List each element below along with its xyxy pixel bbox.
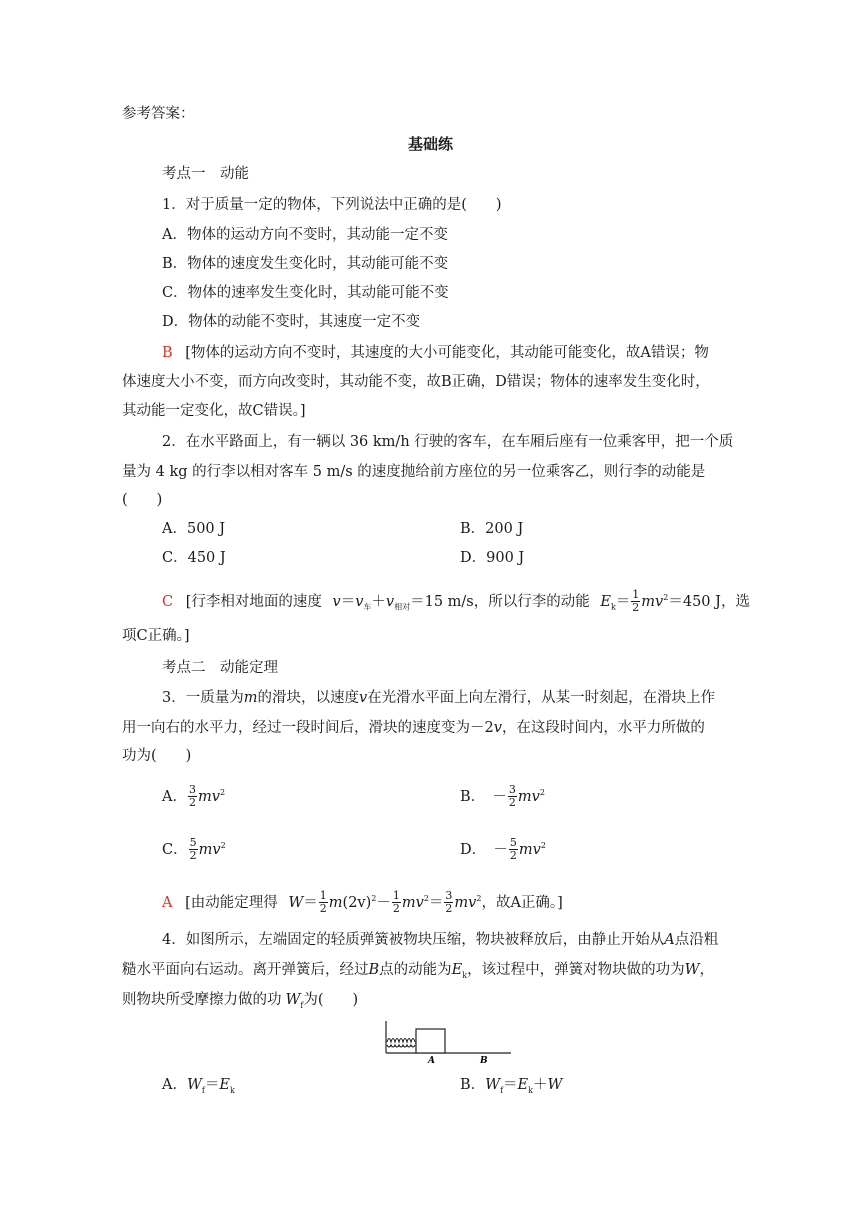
q3-opt-d-frac <box>509 837 518 862</box>
q2-plus: ＋ <box>371 593 386 610</box>
q3-opt-d-sq: 2 <box>540 841 546 850</box>
q2-var-v: v <box>332 593 341 610</box>
q3-explanation <box>162 889 563 915</box>
q4-point-A: A <box>664 932 675 948</box>
q1-explanation-1: [物体的运动方向不变时，其速度的大小可能变化，其动能可能变化，故A错误；物 <box>185 345 709 361</box>
q3-answer: A <box>162 894 173 911</box>
q2-option-d: D．900 J <box>460 550 525 566</box>
q4-opt-b-eq: ＝ <box>503 1077 518 1093</box>
q2-var-v2: v <box>385 593 395 610</box>
q1-answer: B <box>162 345 173 361</box>
q3-frac-1 <box>319 890 328 915</box>
q3-stem-line-3: 功为( ) <box>122 748 192 764</box>
q3-eq: ＝ <box>303 894 318 911</box>
q1-explanation-line-3: 其动能一定变化，故C错误。] <box>122 403 306 419</box>
q3-option-a <box>162 783 225 809</box>
q4-sub-k: k <box>462 970 468 980</box>
q4-var-E: E <box>451 962 463 978</box>
q2-stem-line-2: 量为 4 kg 的行李以相对客车 5 m/s 的速度抛给前方座位的另一位乘客乙，则行李的动能是 <box>122 464 706 480</box>
q3-option-b <box>460 783 545 809</box>
q3-stem2-a: 用一向右的水平力，经过一段时间后，滑块的速度变为－2 <box>122 720 494 736</box>
q3-mv-2: mv <box>401 894 424 911</box>
q3-opt-b-frac <box>508 784 517 809</box>
q2-eq2: ＝ <box>615 593 631 610</box>
q4-opt-a-W: W <box>186 1077 202 1093</box>
q3-stem-a: 3．一质量为 <box>162 690 244 706</box>
q3-m1: m <box>328 894 343 911</box>
figure-label-B: B <box>480 1056 488 1065</box>
q4-opt-b-E: E <box>517 1077 529 1093</box>
q4-opt-b-W2: W <box>547 1077 563 1093</box>
q4-opt-a-k: k <box>229 1085 235 1095</box>
knowledge-point-1: 考点一 动能 <box>162 166 249 182</box>
q1-explanation-line-2: 体速度大小不变，而方向改变时，其动能不变，故B正确，D错误；物体的速率发生变化时， <box>122 374 710 390</box>
q4-stem3-a: 则物块所受摩擦力做的功 <box>122 992 282 1008</box>
q3-sq-2: 2 <box>423 894 429 903</box>
q3-sq-3: 2 <box>476 894 482 903</box>
q3-var-v: v <box>358 690 368 706</box>
q3-opt-c-den: 2 <box>189 849 197 863</box>
q3-opt-a-sq: 2 <box>219 788 226 797</box>
q2-explanation-line-2: 项C正确。] <box>122 628 190 644</box>
q4-stem2-a: 糙水平面向右运动。离开弹簧后，经过 <box>122 962 369 978</box>
q4-var-Wf: W <box>285 992 301 1008</box>
q4-opt-a-E: E <box>219 1077 230 1093</box>
figure-label-A: A <box>428 1056 435 1065</box>
q3-f1-num: 1 <box>319 889 327 903</box>
q3-exp-end: ，故A正确。] <box>481 894 563 911</box>
q3-opt-d-num: 5 <box>509 836 517 850</box>
q4-opt-b-plus: ＋ <box>532 1077 548 1093</box>
q3-var-m: m <box>243 690 258 706</box>
q3-opt-c-sq: 2 <box>220 841 226 850</box>
q3-opt-a-mv: mv <box>197 788 220 805</box>
q4-opt-b-label: B． <box>460 1077 486 1093</box>
q2-exp-text-b: ＝15 m/s，所以行李的动能 <box>410 593 590 610</box>
q2-var-E: E <box>600 593 611 610</box>
q3-opt-c-label: C． <box>162 841 188 858</box>
q1-option-b: B．物体的速度发生变化时，其动能可能不变 <box>162 256 449 272</box>
q3-minus: － <box>376 894 391 911</box>
q4-stem-line-1 <box>162 930 718 950</box>
q4-stem2-b: 点的动能为 <box>379 962 452 978</box>
q3-var-W: W <box>288 894 304 911</box>
q3-option-d <box>460 836 546 862</box>
q2-eq: ＝ <box>340 593 356 610</box>
q2-explanation-line-1 <box>162 588 750 618</box>
q3-opt-d-mv: mv <box>518 841 541 858</box>
q2-var-v1: v <box>355 593 364 610</box>
q4-stem1-b: 点沿粗 <box>674 932 719 948</box>
q3-stem-c: 在光滑水平面上向左滑行，从某一时刻起，在滑块上作 <box>367 690 716 706</box>
q2-option-c: C．450 J <box>162 550 226 566</box>
q4-opt-a-eq: ＝ <box>204 1077 220 1093</box>
q2-sub-relative: 相对 <box>394 602 411 612</box>
q4-stem2-c: ，该过程中，弹簧对物块做的功为 <box>467 962 685 978</box>
q2-square: 2 <box>663 593 669 602</box>
q1-explanation-line-1 <box>162 343 709 363</box>
q3-opt-b-mv: mv <box>517 788 540 805</box>
q3-opt-b-den: 2 <box>508 796 516 810</box>
q4-stem-line-2 <box>122 960 714 986</box>
q3-var-v2: v <box>493 720 502 736</box>
q1-option-a: A．物体的运动方向不变时，其动能一定不变 <box>162 227 448 243</box>
q4-option-a <box>162 1075 235 1101</box>
q2-frac-den: 2 <box>632 601 640 615</box>
answer-header: 参考答案： <box>122 106 195 122</box>
q3-mv-3: mv <box>454 894 477 911</box>
q4-opt-b-W: W <box>485 1077 501 1093</box>
spring-block-figure <box>385 1017 515 1065</box>
q2-answer: C <box>162 593 174 610</box>
q3-f1-den: 2 <box>319 902 327 916</box>
q2-sub-k: k <box>610 602 616 612</box>
q2-exp-text-a: [行李相对地面的速度 <box>185 593 322 610</box>
q3-opt-b-label: B． － <box>460 788 507 805</box>
q1-stem: 1．对于质量一定的物体，下列说法中正确的是( ) <box>162 197 502 213</box>
q3-stem-line-2 <box>122 718 705 738</box>
q4-sub-f: f <box>300 1000 304 1010</box>
q3-f3-num: 3 <box>445 889 453 903</box>
q3-opt-c-num: 5 <box>189 836 197 850</box>
q4-option-b <box>460 1075 562 1101</box>
q3-stem-b: 的滑块，以速度 <box>257 690 359 706</box>
q4-opt-a-label: A． <box>162 1077 187 1093</box>
q3-eq2: ＝ <box>428 894 444 911</box>
q3-opt-d-label: D． － <box>460 841 508 858</box>
q3-frac-3 <box>444 890 453 915</box>
q4-point-B: B <box>368 962 380 978</box>
q2-mv: mv <box>641 593 664 610</box>
q3-opt-b-num: 3 <box>508 783 516 797</box>
q2-option-a: A．500 J <box>162 521 226 537</box>
q3-exp-a: [由动能定理得 <box>185 894 278 911</box>
q3-sq-1: 2 <box>371 894 377 903</box>
q3-opt-b-sq: 2 <box>539 788 545 797</box>
q3-stem2-b: ，在这段时间内，水平力所做的 <box>501 720 705 736</box>
knowledge-point-2: 考点二 动能定理 <box>162 660 278 676</box>
q4-opt-a-f: f <box>201 1085 205 1095</box>
q3-f2-den: 2 <box>392 902 400 916</box>
q4-stem-line-3 <box>122 990 358 1016</box>
q3-f3-den: 2 <box>445 902 453 916</box>
q4-stem3-b: 为( ) <box>303 992 359 1008</box>
q3-opt-d-den: 2 <box>509 849 517 863</box>
q3-frac-2 <box>392 890 401 915</box>
q4-stem2-d: ， <box>699 962 715 978</box>
q3-f2-num: 1 <box>392 889 400 903</box>
q4-opt-b-k: k <box>528 1085 533 1095</box>
q4-stem1-a: 4．如图所示，左端固定的轻质弹簧被物块压缩，物块被释放后，由静止开始从 <box>162 932 665 948</box>
q3-opt-c-mv: mv <box>198 841 221 858</box>
q1-option-c: C．物体的速率发生变化时，其动能可能不变 <box>162 285 449 301</box>
q2-frac-num: 1 <box>632 588 640 602</box>
q4-var-W: W <box>684 962 700 978</box>
q3-stem-line-1 <box>162 688 715 708</box>
q3-opt-a-den: 2 <box>188 796 196 810</box>
q3-paren: (2v) <box>342 894 372 911</box>
q4-opt-b-f: f <box>500 1085 504 1095</box>
q2-exp-text-c: ＝450 J，选 <box>668 593 750 610</box>
q2-fraction <box>631 589 640 614</box>
q3-opt-c-frac <box>189 837 198 862</box>
q3-option-c <box>162 836 226 862</box>
q1-option-d: D．物体的动能不变时，其速度一定不变 <box>162 314 421 330</box>
q2-sub-car: 车 <box>363 602 372 612</box>
q3-opt-a-num: 3 <box>188 783 196 797</box>
q2-option-b: B．200 J <box>460 521 524 537</box>
q3-opt-a-frac <box>188 784 197 809</box>
q2-stem-line-1: 2．在水平路面上，有一辆以 36 km/h 行驶的客车，在车厢后座有一位乘客甲，把一个质 <box>162 434 734 450</box>
q2-stem-line-3: ( ) <box>122 492 163 508</box>
q3-opt-a-label: A． <box>162 788 187 805</box>
section-title: 基础练 <box>408 135 454 153</box>
